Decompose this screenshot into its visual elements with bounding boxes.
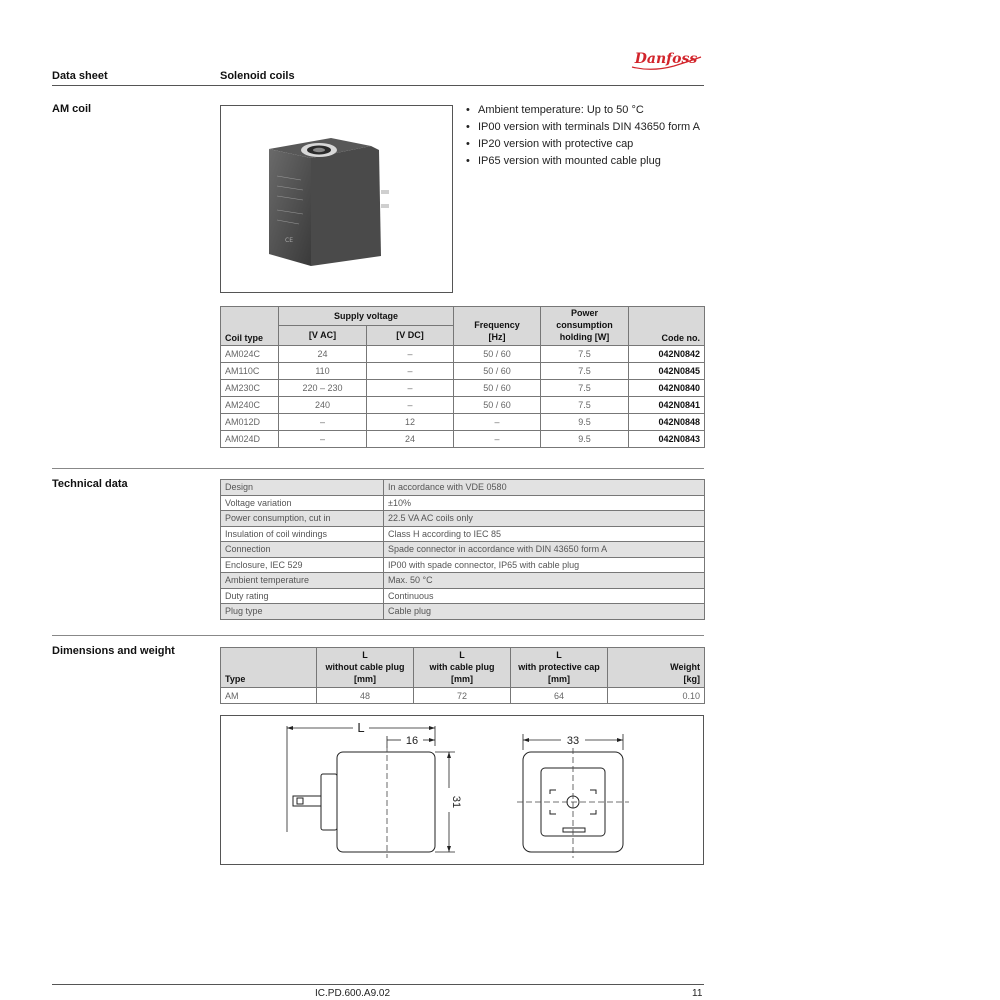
tech-key: Enclosure, IEC 529 bbox=[221, 557, 384, 573]
table-row bbox=[221, 688, 705, 704]
table-row bbox=[221, 604, 705, 620]
cell-weight: 0.10 bbox=[608, 688, 705, 704]
col-header-coil-type: Coil type bbox=[221, 307, 279, 346]
page-title: Solenoid coils bbox=[220, 70, 295, 82]
cell-code: 042N0841 bbox=[629, 397, 705, 414]
tech-value: ±10% bbox=[384, 495, 705, 511]
cell-coil-type: AM240C bbox=[221, 397, 279, 414]
cell-code: 042N0842 bbox=[629, 346, 705, 363]
ce-mark: CE bbox=[285, 237, 293, 244]
section-rule bbox=[52, 635, 704, 636]
tech-key: Voltage variation bbox=[221, 495, 384, 511]
cell-coil-type: AM230C bbox=[221, 380, 279, 397]
coil-photo bbox=[220, 105, 453, 293]
tech-value: Max. 50 °C bbox=[384, 573, 705, 589]
header-line: [mm] bbox=[354, 674, 376, 684]
cell-frequency: 50 / 60 bbox=[454, 363, 541, 380]
tech-value: Class H according to IEC 85 bbox=[384, 526, 705, 542]
cell-power: 7.5 bbox=[541, 363, 629, 380]
col-header-type: Type bbox=[221, 648, 317, 688]
cell-vdc: 24 bbox=[367, 431, 454, 448]
brand-wordmark: Danfoss bbox=[634, 51, 698, 67]
feature-item: • IP20 version with protective cap bbox=[466, 136, 700, 153]
table-row bbox=[221, 346, 705, 363]
cell-vdc: – bbox=[367, 363, 454, 380]
cell-power: 7.5 bbox=[541, 346, 629, 363]
table-row bbox=[221, 397, 705, 414]
cell-frequency: – bbox=[454, 414, 541, 431]
section-rule bbox=[52, 468, 704, 469]
spade-hole bbox=[297, 798, 303, 804]
col-header-weight bbox=[608, 648, 705, 688]
depth-label: 16 bbox=[405, 735, 419, 747]
header-line: [mm] bbox=[548, 674, 570, 684]
page-number: 11 bbox=[692, 988, 703, 999]
header-line: with protective cap bbox=[518, 662, 600, 672]
document-code: IC.PD.600.A9.02 bbox=[315, 988, 391, 999]
cell-vac: 240 bbox=[279, 397, 367, 414]
table-row bbox=[221, 380, 705, 397]
tech-key: Design bbox=[221, 480, 384, 496]
tech-value: IP00 with spade connector, IP65 with cable plug bbox=[384, 557, 705, 573]
header-rule bbox=[52, 85, 704, 86]
tech-value: Spade connector in accordance with DIN 43650 form A bbox=[384, 542, 705, 558]
footer-rule bbox=[52, 984, 704, 985]
col-header-vac: [V AC] bbox=[279, 325, 367, 345]
tech-value: In accordance with VDE 0580 bbox=[384, 480, 705, 496]
feature-item: • Ambient temperature: Up to 50 °C bbox=[466, 102, 700, 119]
col-header-frequency bbox=[454, 307, 541, 346]
table-row bbox=[221, 480, 705, 496]
col-header-code: Code no. bbox=[629, 307, 705, 346]
dimensions-table bbox=[220, 647, 705, 704]
length-label: L bbox=[357, 720, 365, 735]
cell-l-without-plug: 48 bbox=[317, 688, 414, 704]
am-coil-label: AM coil bbox=[52, 103, 92, 115]
header-line: without cable plug bbox=[325, 662, 405, 672]
cell-vac: 220 – 230 bbox=[279, 380, 367, 397]
table-row bbox=[221, 557, 705, 573]
cell-vac: 24 bbox=[279, 346, 367, 363]
cell-code: 042N0843 bbox=[629, 431, 705, 448]
col-header-l-with-cap bbox=[511, 648, 608, 688]
cell-vac: – bbox=[279, 431, 367, 448]
tech-value: 22.5 VA AC coils only bbox=[384, 511, 705, 527]
ground-slot bbox=[563, 828, 585, 832]
cell-coil-type: AM110C bbox=[221, 363, 279, 380]
tech-key: Connection bbox=[221, 542, 384, 558]
header-line: L bbox=[362, 650, 368, 660]
header-line: Weight bbox=[670, 662, 700, 672]
feature-list bbox=[466, 102, 700, 170]
dimension-drawing-svg bbox=[221, 716, 703, 864]
cell-l-with-plug: 72 bbox=[414, 688, 511, 704]
cell-frequency: 50 / 60 bbox=[454, 380, 541, 397]
cell-power: 9.5 bbox=[541, 431, 629, 448]
col-header-l-with-plug bbox=[414, 648, 511, 688]
cell-power: 9.5 bbox=[541, 414, 629, 431]
coil-side-body bbox=[337, 752, 435, 852]
cell-vdc: – bbox=[367, 380, 454, 397]
cell-vdc: – bbox=[367, 397, 454, 414]
col-header-vdc: [V DC] bbox=[367, 325, 454, 345]
cell-vac: 110 bbox=[279, 363, 367, 380]
dimension-drawing bbox=[220, 715, 704, 865]
tech-key: Duty rating bbox=[221, 588, 384, 604]
feature-item: • IP00 version with terminals DIN 43650 form A bbox=[466, 119, 700, 136]
danfoss-logo bbox=[628, 46, 704, 76]
col-header-l-without-plug bbox=[317, 648, 414, 688]
feature-item: • IP65 version with mounted cable plug bbox=[466, 153, 700, 170]
table-row bbox=[221, 414, 705, 431]
tech-key: Power consumption, cut in bbox=[221, 511, 384, 527]
cell-type: AM bbox=[221, 688, 317, 704]
frequency-unit: [Hz] bbox=[488, 332, 506, 342]
tech-key: Insulation of coil windings bbox=[221, 526, 384, 542]
cell-frequency: 50 / 60 bbox=[454, 397, 541, 414]
header-line: L bbox=[556, 650, 562, 660]
cell-code: 042N0845 bbox=[629, 363, 705, 380]
header-line: [kg] bbox=[683, 674, 700, 684]
col-header-power bbox=[541, 307, 629, 346]
table-row bbox=[221, 511, 705, 527]
header-line: [mm] bbox=[451, 674, 473, 684]
width-label: 33 bbox=[566, 735, 580, 747]
table-row bbox=[221, 526, 705, 542]
cell-code: 042N0840 bbox=[629, 380, 705, 397]
cell-frequency: 50 / 60 bbox=[454, 346, 541, 363]
coil-image bbox=[221, 106, 452, 292]
height-label: 31 bbox=[450, 795, 462, 809]
header-left-label: Data sheet bbox=[52, 70, 108, 82]
technical-data-table bbox=[220, 479, 705, 620]
terminal-block bbox=[321, 774, 337, 830]
cell-vdc: – bbox=[367, 346, 454, 363]
header-line: with cable plug bbox=[429, 662, 495, 672]
frequency-label: Frequency bbox=[474, 320, 520, 330]
table-row bbox=[221, 363, 705, 380]
tech-value: Cable plug bbox=[384, 604, 705, 620]
tech-key: Plug type bbox=[221, 604, 384, 620]
table-row bbox=[221, 588, 705, 604]
dimensions-label: Dimensions and weight bbox=[52, 645, 175, 657]
coil-table bbox=[220, 306, 705, 448]
cell-vdc: 12 bbox=[367, 414, 454, 431]
cell-coil-type: AM012D bbox=[221, 414, 279, 431]
cell-power: 7.5 bbox=[541, 380, 629, 397]
cell-vac: – bbox=[279, 414, 367, 431]
tech-value: Continuous bbox=[384, 588, 705, 604]
cell-frequency: – bbox=[454, 431, 541, 448]
power-label: Power consumption bbox=[556, 308, 613, 330]
technical-data-label: Technical data bbox=[52, 478, 128, 490]
cell-l-with-cap: 64 bbox=[511, 688, 608, 704]
tech-key: Ambient temperature bbox=[221, 573, 384, 589]
table-row bbox=[221, 431, 705, 448]
cell-coil-type: AM024C bbox=[221, 346, 279, 363]
cell-coil-type: AM024D bbox=[221, 431, 279, 448]
cell-power: 7.5 bbox=[541, 397, 629, 414]
cell-code: 042N0848 bbox=[629, 414, 705, 431]
power-unit: holding [W] bbox=[559, 332, 610, 342]
table-row bbox=[221, 542, 705, 558]
table-row bbox=[221, 495, 705, 511]
header-line: L bbox=[459, 650, 465, 660]
col-header-supply-voltage: Supply voltage bbox=[279, 307, 454, 326]
table-row bbox=[221, 573, 705, 589]
